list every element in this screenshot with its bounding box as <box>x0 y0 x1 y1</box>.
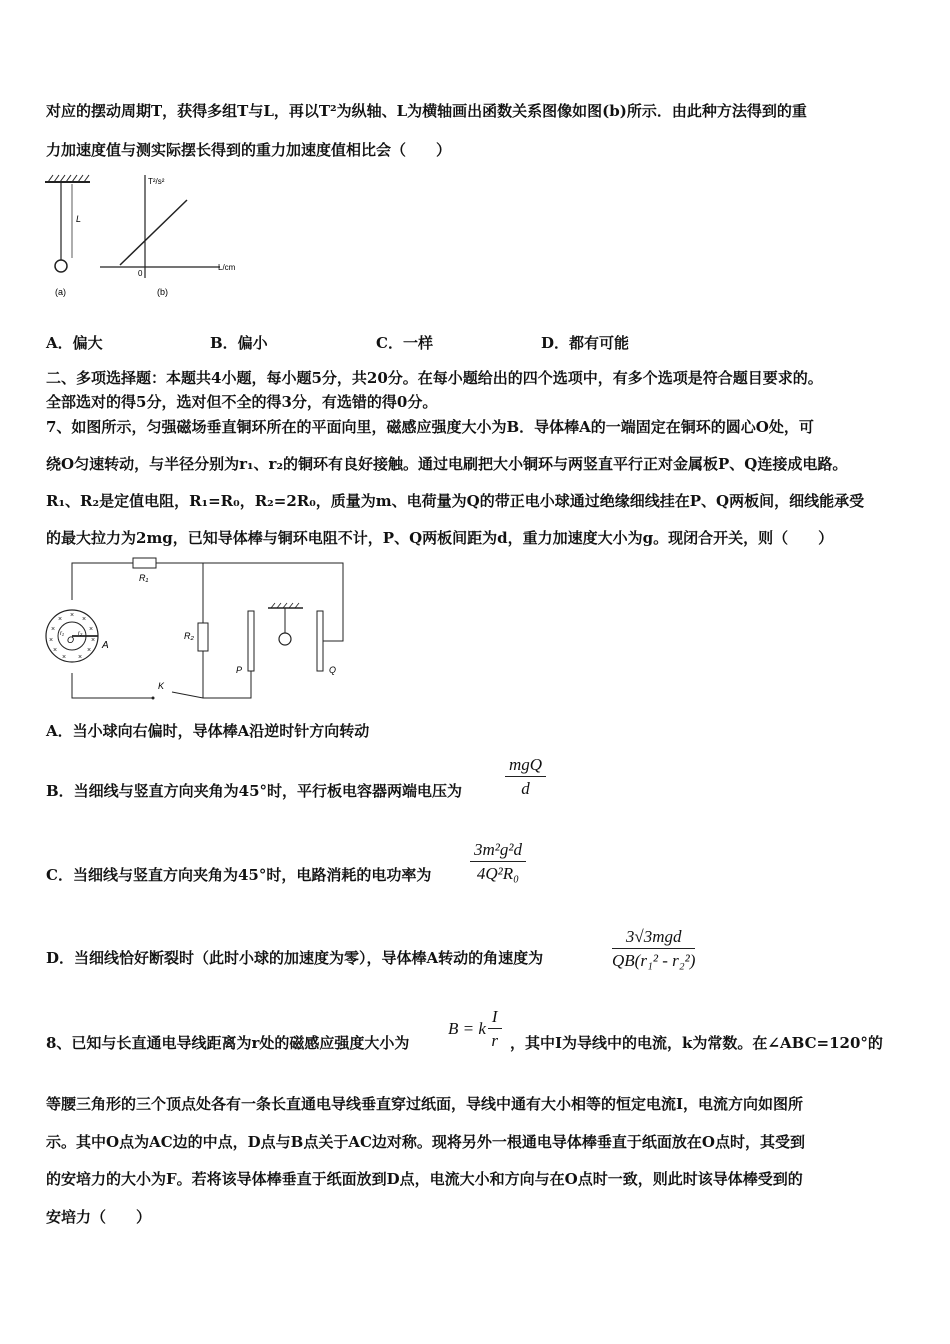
section2-heading-line2: 全部选对的得5分，选对但不全的得3分，有选错的得0分。 <box>46 393 438 411</box>
figure-a-pendulum <box>45 175 90 297</box>
svg-text:×: × <box>50 626 56 633</box>
plate-p-label: P <box>236 665 243 675</box>
figure-a-caption: (a) <box>55 287 66 297</box>
svg-text:×: × <box>86 647 92 654</box>
formula-c-den: 4Q²R₀ <box>476 864 520 883</box>
q6-stem-line1: 对应的摆动周期T，获得多组T与L，再以T²为纵轴、L为横轴画出函数关系图像如图(b)所示．由此种方法得到的重 <box>46 102 807 120</box>
y-axis-label: T²/s² <box>148 177 165 186</box>
formula-d-den: QB(r₁² - r₂²) <box>612 951 696 970</box>
q7-option-b[interactable]: B．当细线与竖直方向夹角为45°时，平行板电容器两端电压为 <box>46 782 463 800</box>
svg-text:×: × <box>61 654 67 661</box>
figure-b-caption: (b) <box>157 287 168 297</box>
circuit-figure <box>38 555 358 705</box>
svg-text:×: × <box>52 647 58 654</box>
svg-text:×: × <box>69 612 75 619</box>
svg-text:×: × <box>48 637 54 644</box>
svg-text:×: × <box>57 616 63 623</box>
q7-stem-line1: 7、如图所示，匀强磁场垂直铜环所在的平面向里，磁感应强度大小为B．导体棒A的一端固定在铜环的圆心O处，可 <box>46 418 814 436</box>
q6-option-a[interactable]: A．偏大 <box>46 334 103 352</box>
q7-stem-line2: 绕O匀速转动，与半径分别为r₁、r₂的铜环有良好接触。通过电刷把大小铜环与两竖直平行正对金属板P、Q连接成电路。 <box>46 455 848 473</box>
r1-ring-label: r₁ <box>60 631 64 637</box>
x-axis-label: L/cm <box>218 263 236 272</box>
q7-stem-line4: 的最大拉力为2mg，已知导体棒与铜环电阻不计，P、Q两板间距为d，重力加速度大小为g。现闭合开关，则（ ） <box>46 529 834 547</box>
length-label: L <box>76 214 82 224</box>
switch-label: K <box>158 681 165 691</box>
q7-option-a[interactable]: A．当小球向右偏时，导体棒A沿逆时针方向转动 <box>46 722 370 740</box>
svg-text:×: × <box>90 637 96 644</box>
formula-q8 <box>448 1007 502 1051</box>
charged-ball <box>279 633 291 645</box>
formula-d-num: 3√3mgd <box>612 927 695 949</box>
section2-heading-line1: 二、多项选择题：本题共4小题，每小题5分，共20分。在每小题给出的四个选项中，有多个选项是符合题目要求的。 <box>46 369 823 387</box>
plate-q-label: Q <box>329 665 337 675</box>
formula-q8-den: r <box>491 1031 499 1050</box>
q6-option-d[interactable]: D．都有可能 <box>541 334 630 352</box>
formula-c <box>470 840 526 884</box>
q8-stem-line1-part1: 8、已知与长直通电导线距离为r处的磁感应强度大小为 <box>46 1034 410 1052</box>
center-o-label: O <box>67 635 75 645</box>
r2-label: R₂ <box>184 631 194 641</box>
figure-b-graph <box>100 175 236 297</box>
q7-option-c[interactable]: C．当细线与竖直方向夹角为45°时，电路消耗的电功率为 <box>46 866 432 884</box>
q7-stem-line3: R₁、R₂是定值电阻，R₁=R₀，R₂=2R₀，质量为m、电荷量为Q的带正电小球通过绝缘细线挂在P、Q两板间，细线能承受 <box>46 492 865 510</box>
plate-q <box>317 611 323 671</box>
resistor-r1 <box>133 558 156 568</box>
svg-text:×: × <box>88 626 94 633</box>
q8-stem-line4: 的安培力的大小为F。若将该导体棒垂直于纸面放到D点，电流大小和方向与在O点时一致，则此时该导体棒受到的 <box>46 1170 803 1188</box>
q8-stem-line1-part2: ，其中I为导线中的电流，k为常数。在∠ABC=120°的 <box>510 1034 883 1052</box>
q8-stem-line2: 等腰三角形的三个顶点处各有一条长直通电导线垂直穿过纸面，导线中通有大小相等的恒定电流I，电流方向如图所 <box>46 1095 804 1113</box>
q6-option-c[interactable]: C．一样 <box>376 334 433 352</box>
formula-q8-num: I <box>488 1007 502 1029</box>
q8-stem-line3: 示。其中O点为AC边的中点，D点与B点关于AC边对称。现将另外一根通电导体棒垂直于纸面放在O点时，其受到 <box>46 1133 805 1151</box>
origin-label: 0 <box>138 269 143 278</box>
pendulum-figure <box>40 170 260 305</box>
formula-b-den: d <box>521 779 530 798</box>
svg-text:×: × <box>81 616 87 623</box>
formula-b <box>505 755 546 799</box>
q6-stem-line2: 力加速度值与测实际摆长得到的重力加速度值相比会（ ） <box>46 141 452 159</box>
resistor-r2 <box>198 623 208 651</box>
formula-d <box>612 927 695 971</box>
formula-b-num: mgQ <box>505 755 546 777</box>
q7-option-d[interactable]: D．当细线恰好断裂时（此时小球的加速度为零），导体棒A转动的角速度为 <box>46 949 544 967</box>
rod-a-label: A <box>102 640 109 651</box>
r1-label: R₁ <box>139 573 149 583</box>
q6-option-b[interactable]: B．偏小 <box>210 334 268 352</box>
copper-rings <box>46 610 109 662</box>
svg-text:×: × <box>77 654 83 661</box>
r2-ring-label: r₂ <box>78 631 83 637</box>
formula-q8-lhs: B = k <box>448 1019 486 1038</box>
formula-c-num: 3m²g²d <box>470 840 526 862</box>
plate-p <box>248 611 254 671</box>
q8-stem-line5: 安培力（ ） <box>46 1208 152 1226</box>
